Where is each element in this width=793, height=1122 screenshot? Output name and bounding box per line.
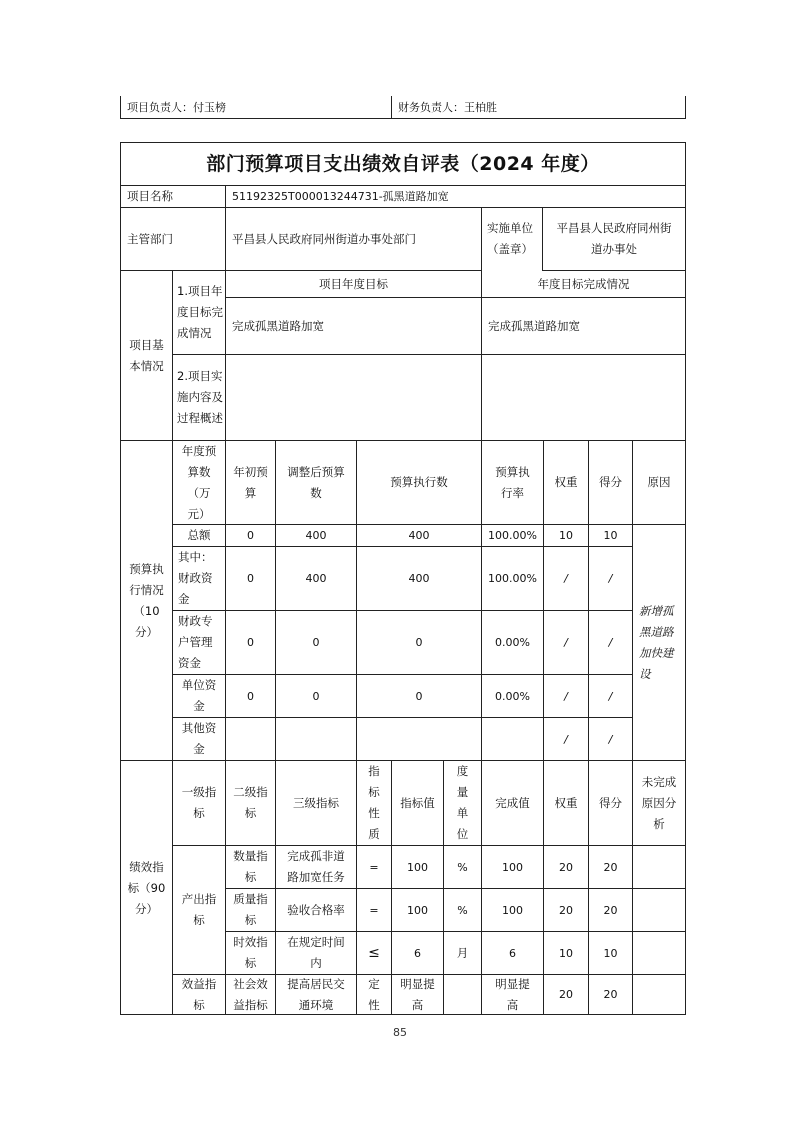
budget-cell-weight: / [564,732,568,746]
perf-cell-level3: 提高居民交通环境 [287,976,345,1012]
perf-cell-score: 20 [603,860,618,874]
budget-cell-executed [357,718,481,760]
perf-cell-reason [633,846,685,888]
dept-label: 主管部门 [127,231,173,246]
project-name-value: 51192325T000013244731-孤黑道路加宽 [232,190,449,203]
project-info-section-label: 项目基本情况 [129,337,164,373]
budget-cell-adjusted: 400 [305,529,327,542]
impl-unit-label: 实施单位（盖章） [487,221,533,256]
performance-section-label: 绩效指标（90分） [127,859,166,916]
perf-cell-nature: 定性 [368,976,380,1012]
perf-header-weight: 权重 [554,795,578,810]
budget-header-weight: 权重 [554,475,578,489]
perf-cell-unit: % [457,860,468,874]
perf-cell-reason [633,975,685,1014]
budget-cell-executed: 0 [415,636,423,649]
budget-cell-initial: 0 [247,689,254,703]
output-indicator-label: 产出指标 [181,892,217,927]
perf-cell-actual: 100 [502,860,523,874]
perf-cell-reason [633,889,685,931]
page-number: 85 [393,1026,407,1039]
strip-border-bottom [120,118,686,119]
budget-cell-executed: 400 [408,572,430,585]
budget-header-reason: 原因 [647,475,671,489]
perf-header-level2: 二级指标 [233,785,268,820]
budget-cell-adjusted: 0 [312,689,320,703]
budget-header-annual: 年度预算数（万元） [181,443,217,521]
perf-cell-score: 20 [603,988,618,1001]
budget-cell-adjusted: 0 [312,636,320,649]
perf-header-unit: 度量单位 [456,764,469,841]
perf-cell-unit: % [457,903,468,917]
completion-value: 完成孤黑道路加宽 [488,318,580,333]
budget-row-label: 总额 [187,528,211,542]
budget-cell-weight: / [564,636,568,649]
perf-cell-actual: 6 [509,946,516,960]
dept-value: 平昌县人民政府同州街道办事处部门 [232,231,416,246]
budget-cell-initial [226,718,275,760]
perf-cell-nature: ≤ [368,944,380,961]
perf-cell-weight: 20 [559,860,573,874]
budget-cell-weight: / [564,689,568,703]
budget-row-label: 其他资金 [181,721,217,756]
perf-cell-level2: 质量指标 [233,892,268,927]
budget-cell-initial: 0 [247,572,254,585]
perf-cell-actual: 100 [502,903,523,917]
perf-cell-weight: 20 [559,988,573,1001]
budget-cell-adjusted [276,718,356,760]
perf-header-score: 得分 [599,795,622,810]
perf-cell-score: 20 [603,903,618,917]
perf-header-reason: 未完成原因分析 [641,774,677,831]
budget-header-rate: 预算执行率 [495,464,530,500]
budget-row-label: 财政专户管理资金 [178,614,213,670]
budget-header-executed: 预算执行数 [390,475,448,489]
budget-cell-score: 10 [603,529,618,542]
perf-header-level3: 三级指标 [293,795,339,810]
form-title: 部门预算项目支出绩效自评表（2024 年度） [206,152,600,175]
perf-cell-level3: 完成孤非道路加宽任务 [287,849,345,884]
completion-header: 年度目标完成情况 [537,276,630,291]
project-name-label: 项目名称 [127,189,173,203]
budget-cell-rate: 100.00% [488,529,537,542]
finance-leader: 财务负责人：王柏胜 [398,101,497,114]
budget-cell-adjusted: 400 [305,572,327,585]
budget-cell-weight: / [564,572,568,585]
perf-cell-score: 10 [603,946,618,960]
budget-row-label: 单位资金 [181,678,217,713]
budget-header-adjusted: 调整后预算数 [287,464,345,500]
perf-cell-level3: 验收合格率 [287,902,345,917]
perf-cell-level2: 数量指标 [233,849,268,884]
perf-header-nature: 指标性质 [368,764,380,841]
budget-header-score: 得分 [599,475,622,489]
perf-header-target: 指标值 [400,795,435,810]
perf-cell-target: 明显提高 [400,976,435,1012]
perf-cell-weight: 10 [559,946,573,960]
budget-header-initial: 年初预算 [233,464,268,500]
benefit-indicator-label: 效益指标 [181,976,217,1012]
goal-value: 完成孤黑道路加宽 [232,318,324,333]
item2-value [226,355,685,440]
budget-cell-score: / [608,636,613,649]
item1-label: 1.项目年度目标完成情况 [177,284,223,340]
budget-cell-rate: 0.00% [495,636,530,649]
perf-cell-level2: 时效指标 [233,935,268,970]
perf-cell-target: 6 [414,946,421,960]
budget-cell-score: / [608,732,613,746]
perf-cell-actual: 明显提高 [495,976,530,1012]
perf-header-level1: 一级指标 [181,785,217,820]
item2-label: 2.项目实施内容及过程概述 [177,369,223,425]
impl-unit-value: 平昌县人民政府同州街道办事处 [556,221,672,256]
budget-cell-initial: 0 [247,636,254,649]
goal-header: 项目年度目标 [319,276,388,291]
project-leader: 项目负责人：付玉榜 [127,101,226,114]
budget-cell-score: / [608,572,613,585]
perf-cell-target: 100 [407,903,428,917]
perf-cell-nature: = [369,860,379,874]
budget-section-label: 预算执行情况（10分） [129,561,164,639]
budget-cell-initial: 0 [247,529,254,542]
budget-row-label: 其中：财政资金 [178,550,213,606]
perf-cell-nature: = [369,903,379,917]
budget-reason-value: 新增孤黑道路加快建设 [639,603,674,681]
perf-cell-unit [444,975,481,1014]
strip-border-right [685,96,686,119]
budget-cell-weight: 10 [559,529,573,542]
budget-cell-score: / [608,689,613,703]
budget-cell-executed: 400 [408,529,430,542]
perf-cell-unit: 月 [456,945,469,960]
budget-cell-rate: 100.00% [488,572,537,585]
perf-cell-level3: 在规定时间内 [287,935,345,970]
budget-cell-executed: 0 [415,689,423,703]
perf-cell-target: 100 [407,860,428,874]
budget-cell-rate: 0.00% [495,689,530,703]
perf-cell-weight: 20 [559,903,573,917]
perf-cell-reason [633,932,685,974]
perf-header-actual: 完成值 [495,795,530,810]
table-border-right [685,142,686,1015]
perf-cell-level2: 社会效益指标 [233,976,268,1012]
budget-cell-rate [482,718,543,760]
